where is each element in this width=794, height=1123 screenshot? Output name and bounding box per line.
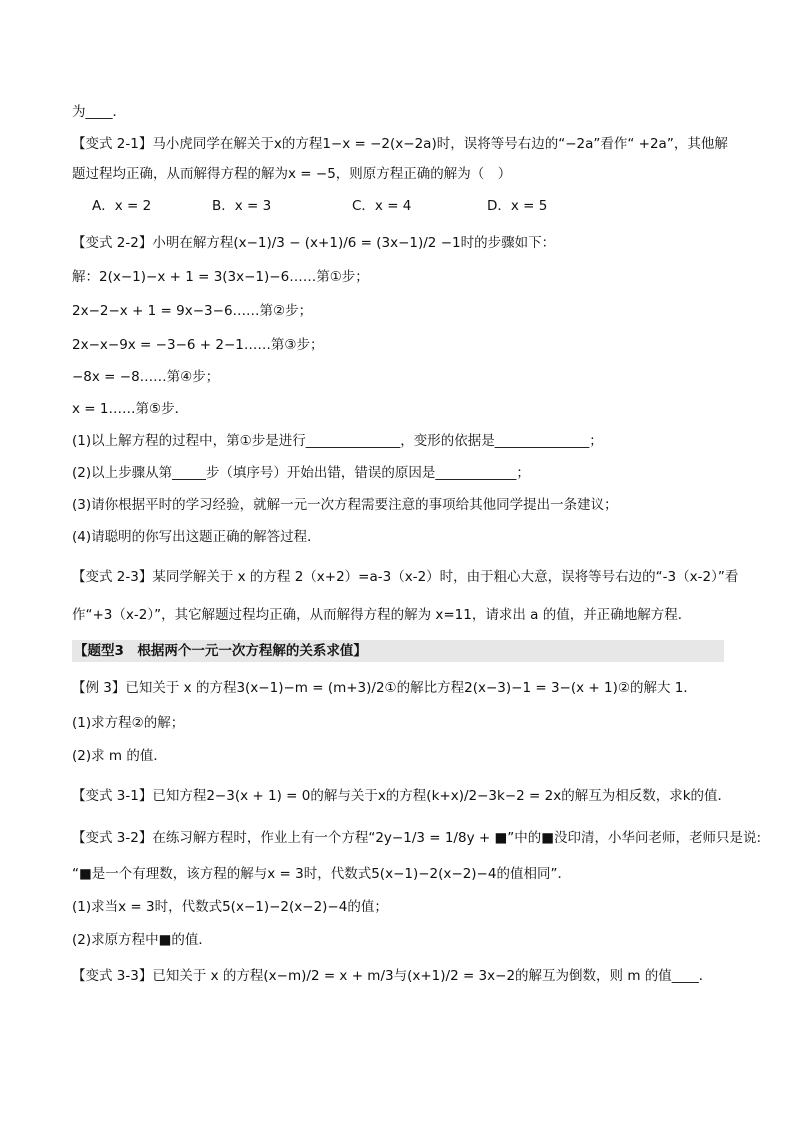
question-1: (1)以上解方程的过程中，第①步是进行______________，变形的依据是______________；	[72, 433, 603, 449]
example-3-q2: (2)求 m 的值．	[72, 748, 167, 764]
solution-step-4: −8x = −8……第④步；	[72, 369, 220, 385]
solution-step-1: 解：2(x−1)−x + 1 = 3(3x−1)−6……第①步；	[72, 269, 369, 285]
question-2: (2)以上步骤从第_____步（填序号）开始出错，错误的原因是____________；	[72, 465, 530, 481]
variant-3-3-stem: 【变式 3-3】已知关于 x 的方程(x−m)/2 = x + m/3与(x+1)/2 = 3x−2的解互为倒数，则 m 的值____．	[72, 968, 713, 984]
example-3-stem: 【例 3】已知关于 x 的方程3(x−1)−m = (m+3)/2①的解比方程2(x−3)−1 = 3−(x + 1)②的解大 1．	[72, 680, 697, 696]
variant-3-2-q2: (2)求原方程中■的值．	[72, 932, 212, 948]
choice-b[interactable]: B．x = 3	[212, 198, 272, 214]
variant-3-2-stem: 【变式 3-2】在练习解方程时，作业上有一个方程“2y−1/3 = 1/8y + ■”中的■没印清，小华问老师，老师只是说:	[72, 830, 762, 846]
solution-step-2: 2x−2−x + 1 = 9x−3−6……第②步；	[72, 303, 313, 319]
section-heading: 【题型3 根据两个一元一次方程解的关系求值】	[72, 640, 724, 662]
solution-step-3: 2x−x−9x = −3−6 + 2−1……第③步；	[72, 337, 324, 353]
choice-d[interactable]: D．x = 5	[487, 198, 548, 214]
variant-2-1-stem: 【变式 2-1】马小虎同学在解关于x的方程1−x = −2(x−2a)时，误将等号右边的“−2a”看作“ +2a”，其他解	[72, 136, 728, 152]
question-3: (3)请你根据平时的学习经验，就解一元一次方程需要注意的事项给其他同学提出一条建议；	[72, 497, 618, 513]
variant-3-1-stem: 【变式 3-1】已知方程2−3(x + 1) = 0的解与关于x的方程(k+x)/2−3k−2 = 2x的解互为相反数，求k的值．	[72, 788, 732, 804]
example-3-q1: (1)求方程②的解；	[72, 715, 185, 731]
variant-2-2-stem: 【变式 2-2】小明在解方程(x−1)/3 − (x+1)/6 = (3x−1)/2 −1时的步骤如下：	[72, 235, 556, 251]
variant-2-3-stem: 【变式 2-3】某同学解关于 x 的方程 2（x+2）=a-3（x-2）时，由于粗心大意，误将等号右边的“-3（x-2）”看	[72, 569, 739, 585]
variant-2-1-stem-cont: 题过程均正确，从而解得方程的解为x = −5，则原方程正确的解为（ ）	[72, 166, 512, 182]
choice-c[interactable]: C．x = 4	[352, 198, 412, 214]
question-4: (4)请聪明的你写出这题正确的解答过程．	[72, 529, 321, 545]
variant-2-3-stem-cont: 作“+3（x-2）”，其它解题过程均正确，从而解得方程的解为 x=11，请求出 a 的值，并正确地解方程．	[72, 607, 692, 623]
solution-step-5: x = 1……第⑤步．	[72, 401, 189, 417]
variant-3-2-q1: (1)求当x = 3时，代数式5(x−1)−2(x−2)−4的值；	[72, 899, 388, 915]
choice-a[interactable]: A．x = 2	[92, 198, 152, 214]
variant-3-2-stem-cont: “■是一个有理数，该方程的解与x = 3时，代数式5(x−1)−2(x−2)−4的值相同”．	[72, 866, 571, 882]
answer-blank-line: 为____．	[72, 104, 126, 120]
